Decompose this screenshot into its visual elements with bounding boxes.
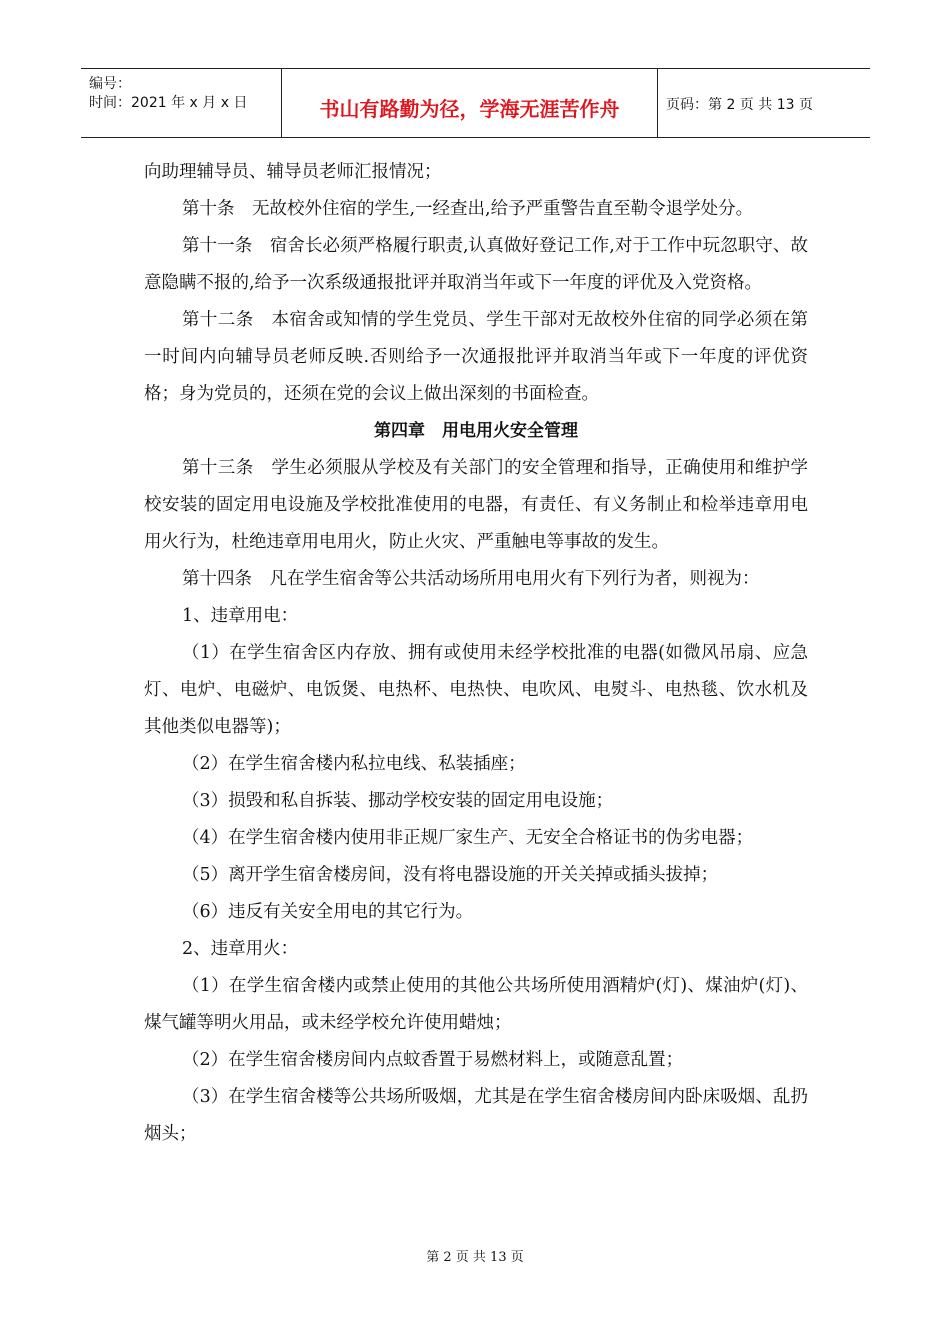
list-item: （2）在学生宿舍楼房间内点蚊香置于易燃材料上，或随意乱置；: [182, 1050, 684, 1070]
page-header: [81, 68, 870, 138]
list-item: （5）离开学生宿舍楼房间，没有将电器设施的开关关掉或插头拔掉；: [182, 865, 719, 885]
list-item: （4）在学生宿舍楼内使用非正规厂家生产、无安全合格证书的伪劣电器；: [182, 828, 754, 848]
document-time-label: 时间：2021 年 x 月 x 日: [89, 95, 248, 111]
header-page-info: 页码：第 2 页 共 13 页: [666, 97, 813, 113]
article-12: 第十二条 本宿舍或知情的学生党员、学生干部对无故校外住宿的同学必须在第一时间内向辅导员老师反映.否则给予一次通报批评并取消当年或下一年度的评优资格；身为党员的，还须在党的会议上做出深刻的书面检查。: [144, 310, 808, 404]
document-body: [144, 154, 808, 1153]
article-13: 第十三条 学生必须服从学校及有关部门的安全管理和指导，正确使用和维护学校安装的固定用电设施及学校批准使用的电器，有责任、有义务制止和检举违章用电用火行为，杜绝违章用电用火，防止火灾、严重触电等事故的发生。: [144, 458, 808, 552]
list-item: （1）在学生宿舍区内存放、拥有或使用未经学校批准的电器(如微风吊扇、应急灯、电炉、电磁炉、电饭煲、电热杯、电热快、电吹风、电熨斗、电热毯、饮水机及其他类似电器等)；: [144, 643, 808, 737]
article-11: 第十一条 宿舍长必须严格履行职责,认真做好登记工作,对于工作中玩忽职守、故意隐瞒不报的,给予一次系级通报批评并取消当年或下一年度的评优及入党资格。: [144, 236, 808, 293]
document-number-label: 编号：: [89, 76, 131, 92]
page-footer: 第 2 页 共 13 页: [426, 1250, 524, 1265]
list-item: （3）损毁和私自拆装、挪动学校安装的固定用电设施；: [182, 791, 614, 811]
list-item: （2）在学生宿舍楼内私拉电线、私装插座；: [182, 754, 526, 774]
list-heading-fire: 2、违章用火：: [182, 939, 299, 959]
paragraph-continued: 向助理辅导员、辅导员老师汇报情况；: [144, 162, 442, 182]
list-item: （3）在学生宿舍楼等公共场所吸烟，尤其是在学生宿舍楼房间内卧床吸烟、乱扔烟头；: [144, 1087, 808, 1144]
list-heading-electricity: 1、违章用电：: [182, 606, 299, 626]
list-item: （6）违反有关安全用电的其它行为。: [182, 902, 474, 922]
article-10: 第十条 无故校外住宿的学生,一经查出,给予严重警告直至勒令退学处分。: [182, 199, 754, 219]
list-item: （1）在学生宿舍楼内或禁止使用的其他公共场所使用酒精炉(灯)、煤油炉(灯)、煤气罐等明火用品，或未经学校允许使用蜡烛；: [144, 976, 808, 1033]
header-meta-cell: [81, 69, 282, 137]
header-motto: 书山有路勤为径，学海无涯苦作舟: [319, 97, 620, 121]
header-page-cell: [658, 69, 870, 137]
header-motto-cell: [282, 69, 658, 137]
chapter-heading: 第四章 用电用火安全管理: [374, 421, 578, 441]
article-14: 第十四条 凡在学生宿舍等公共活动场所用电用火有下列行为者，则视为：: [182, 569, 760, 589]
